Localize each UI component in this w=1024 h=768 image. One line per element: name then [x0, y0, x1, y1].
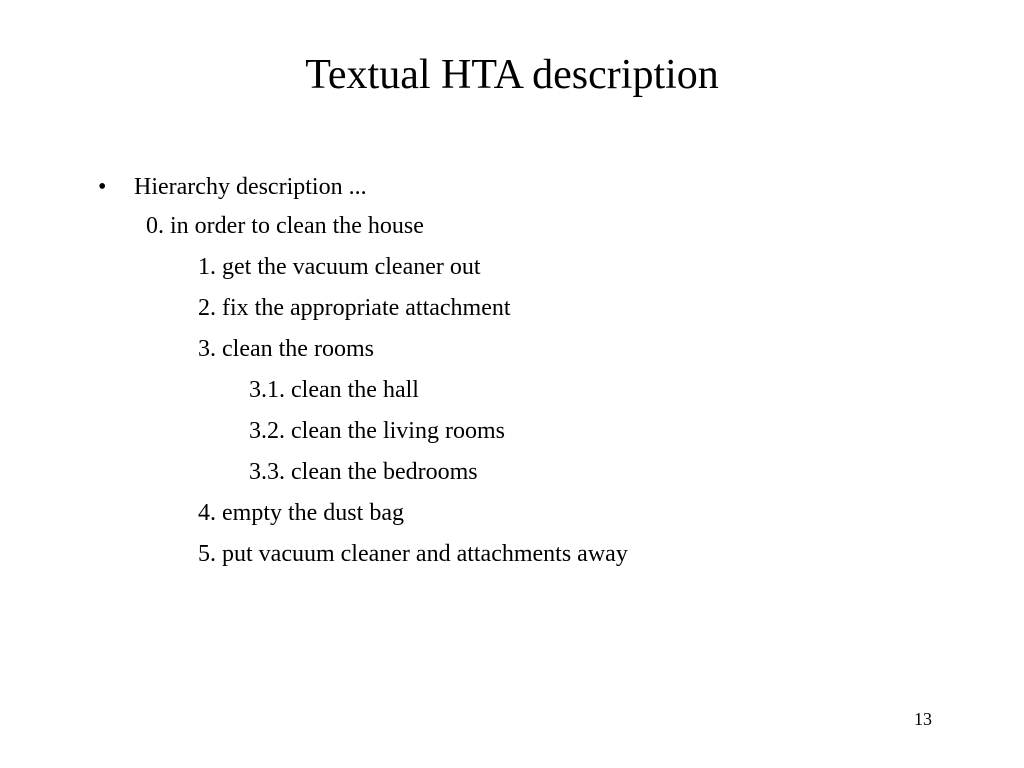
hierarchy-outline: [0, 210, 628, 579]
outline-item-4: 4. empty the dust bag: [198, 500, 404, 526]
outline-item-3: 3. clean the rooms: [198, 336, 374, 362]
page-number: 13: [914, 709, 932, 729]
outline-item-1: 1. get the vacuum cleaner out: [198, 254, 481, 280]
bullet-text: Hierarchy description ...: [134, 174, 367, 200]
outline-item-5: 5. put vacuum cleaner and attachments away: [198, 541, 628, 567]
slide-title: Textual HTA description: [305, 52, 719, 98]
bullet-icon: •: [98, 174, 107, 200]
outline-item-3-1: 3.1. clean the hall: [249, 377, 419, 403]
outline-item-2: 2. fix the appropriate attachment: [198, 295, 511, 321]
bullet-item: [98, 171, 367, 203]
outline-item-3-2: 3.2. clean the living rooms: [249, 418, 505, 444]
outline-item-3-3: 3.3. clean the bedrooms: [249, 459, 478, 485]
outline-item-0: 0. in order to clean the house: [146, 213, 424, 239]
